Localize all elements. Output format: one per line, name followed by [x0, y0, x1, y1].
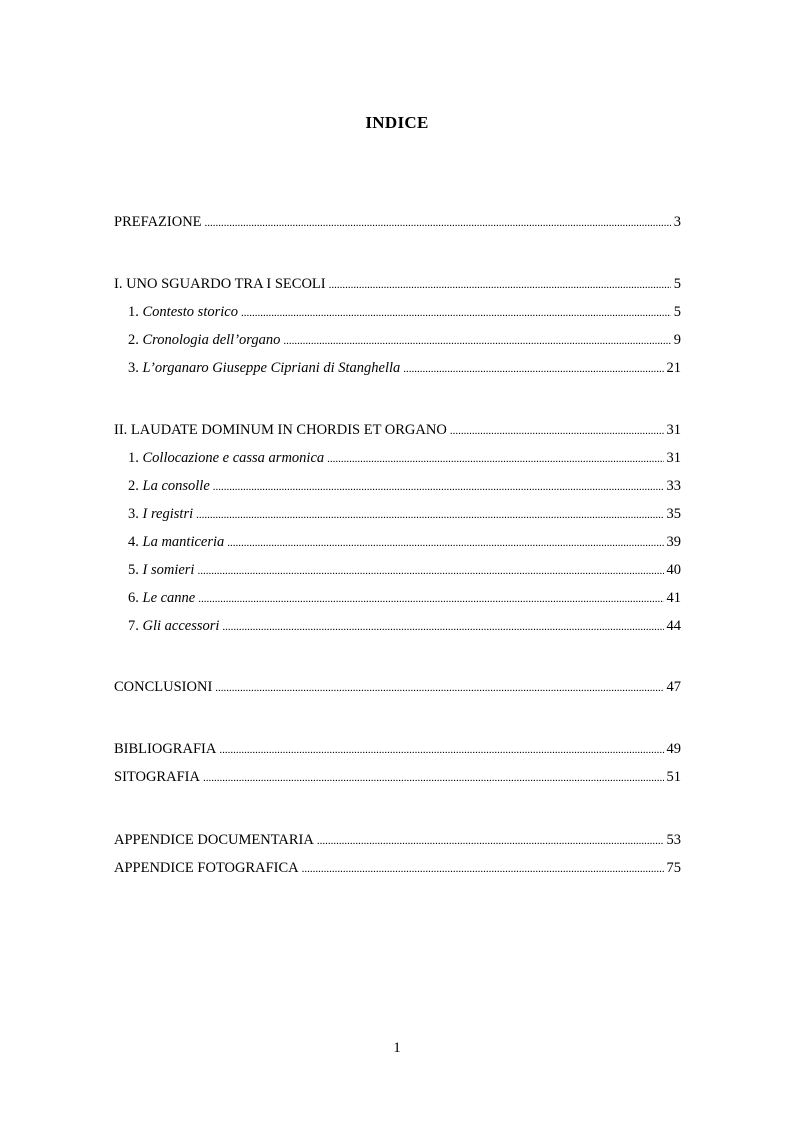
toc-entry-label: APPENDICE FOTOGRAFICA	[114, 860, 299, 876]
toc-subentry[interactable]	[114, 330, 681, 358]
toc-entry-page: 31	[666, 422, 681, 438]
toc-subentry-number: 6.	[128, 590, 139, 606]
toc-section-appendices	[114, 830, 681, 886]
dot-leader	[205, 212, 671, 233]
toc-subentry[interactable]	[114, 616, 681, 644]
toc-subentry-page: 44	[666, 618, 681, 634]
toc-subentry-label: La manticeria	[142, 534, 225, 550]
toc-subentry-label: Contesto storico	[142, 304, 238, 320]
dot-leader	[327, 448, 663, 469]
toc-chapter[interactable]	[114, 274, 681, 302]
dot-leader	[302, 858, 664, 879]
toc-subentry[interactable]	[114, 358, 681, 386]
toc-subentry[interactable]	[114, 302, 681, 330]
toc-subentry-page: 33	[666, 478, 681, 494]
toc-section-chapter2	[114, 420, 681, 644]
toc-entry-page: 51	[666, 769, 681, 785]
toc-entry-label: II. LAUDATE DOMINUM IN CHORDIS ET ORGANO	[114, 422, 447, 438]
toc-entry-label: PREFAZIONE	[114, 214, 202, 230]
toc-subentry-number: 3.	[128, 506, 139, 522]
toc-entry-label: CONCLUSIONI	[114, 679, 213, 695]
toc-subentry-label: Le canne	[142, 590, 196, 606]
toc-subentry-page: 35	[666, 506, 681, 522]
toc-section-references	[114, 739, 681, 795]
page-title: INDICE	[365, 113, 429, 132]
toc-subentry-label: I somieri	[142, 562, 195, 578]
toc-subentry-page: 21	[666, 360, 681, 376]
dot-leader	[329, 274, 671, 295]
dot-leader	[241, 302, 671, 323]
toc-subentry-number: 5.	[128, 562, 139, 578]
toc-entry[interactable]	[114, 677, 681, 697]
dot-leader	[197, 560, 663, 581]
toc-subentry-number: 7.	[128, 618, 139, 634]
toc-entry-page: 3	[673, 214, 681, 230]
toc-subentry[interactable]	[114, 588, 681, 616]
toc-section-conclusioni	[114, 677, 681, 697]
toc-subentry-number: 2.	[128, 478, 139, 494]
toc-subentry-page: 39	[666, 534, 681, 550]
toc-entry-page: 49	[666, 741, 681, 757]
toc-entry-label: SITOGRAFIA	[114, 769, 200, 785]
toc-subentry-label: Cronologia dell’organo	[142, 332, 281, 348]
toc-entry[interactable]	[114, 858, 681, 886]
toc-subentry-number: 2.	[128, 332, 139, 348]
dot-leader	[450, 420, 664, 441]
toc-subentry[interactable]	[114, 560, 681, 588]
toc-entry-label: BIBLIOGRAFIA	[114, 741, 217, 757]
toc-chapter[interactable]	[114, 420, 681, 448]
toc-entry[interactable]	[114, 767, 681, 795]
toc-subentry[interactable]	[114, 476, 681, 504]
toc-subentry-label: Gli accessori	[142, 618, 220, 634]
toc-entry-page: 75	[666, 860, 681, 876]
toc-entry-page: 53	[666, 832, 681, 848]
toc-section-prefazione	[114, 212, 681, 232]
toc-subentry[interactable]	[114, 532, 681, 560]
toc-entry-label: APPENDICE DOCUMENTARIA	[114, 832, 314, 848]
dot-leader	[403, 358, 663, 379]
dot-leader	[227, 532, 663, 553]
dot-leader	[219, 739, 663, 760]
toc-entry[interactable]	[114, 830, 681, 858]
toc-entry-page: 47	[666, 679, 681, 695]
toc-subentry[interactable]	[114, 504, 681, 532]
dot-leader	[317, 830, 664, 851]
page-number: 1	[393, 1040, 401, 1056]
dot-leader	[283, 330, 670, 351]
toc-subentry-label: I registri	[142, 506, 194, 522]
dot-leader	[222, 616, 663, 637]
toc-subentry-number: 4.	[128, 534, 139, 550]
toc-subentry-label: Collocazione e cassa armonica	[142, 450, 325, 466]
toc-entry-page: 5	[673, 276, 681, 292]
dot-leader	[196, 504, 663, 525]
toc-subentry-page: 5	[673, 304, 681, 320]
toc-entry[interactable]	[114, 739, 681, 767]
toc-subentry-number: 1.	[128, 450, 139, 466]
toc-subentry[interactable]	[114, 448, 681, 476]
toc-subentry-page: 9	[673, 332, 681, 348]
toc-subentry-page: 31	[666, 450, 681, 466]
toc-subentry-label: L’organaro Giuseppe Cipriani di Stanghella	[142, 360, 401, 376]
dot-leader	[215, 677, 663, 698]
toc-section-chapter1	[114, 274, 681, 386]
toc-subentry-number: 3.	[128, 360, 139, 376]
dot-leader	[198, 588, 663, 609]
dot-leader	[203, 767, 664, 788]
dot-leader	[213, 476, 664, 497]
toc-entry-label: I. UNO SGUARDO TRA I SECOLI	[114, 276, 326, 292]
toc-subentry-page: 41	[666, 590, 681, 606]
toc-subentry-number: 1.	[128, 304, 139, 320]
toc-subentry-label: La consolle	[142, 478, 210, 494]
toc-entry[interactable]	[114, 212, 681, 232]
toc-subentry-page: 40	[666, 562, 681, 578]
